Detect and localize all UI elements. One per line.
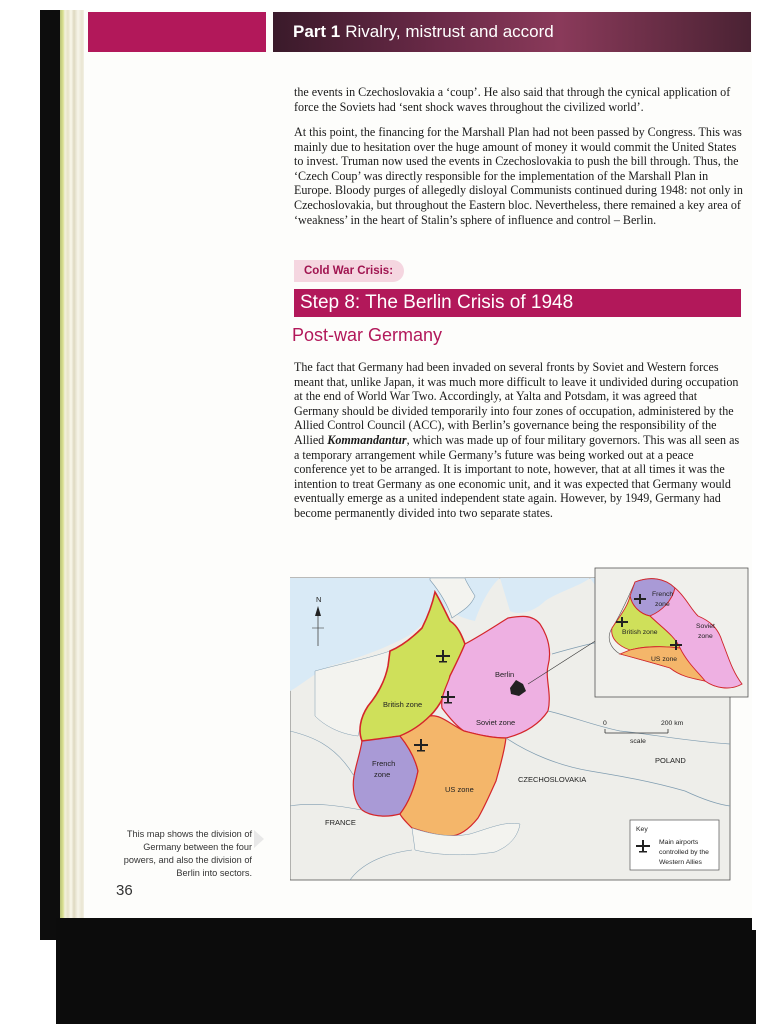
soviet-zone-label: Soviet zone	[476, 718, 516, 727]
scan-right-margin	[752, 0, 768, 930]
part-banner	[273, 12, 751, 52]
berlin-label: Berlin	[495, 670, 515, 679]
berlin-inset-map	[595, 568, 748, 697]
body-paragraph	[294, 360, 744, 521]
page-number: 36	[116, 882, 133, 899]
french-zone-label-1: French	[372, 759, 396, 768]
key-line-1: Main airports	[659, 839, 699, 846]
inset-soviet-label-1: Soviet	[696, 623, 715, 630]
kommandantur-term: Kommandantur	[327, 432, 407, 447]
paragraph-1: the events in Czechoslovakia a ‘coup’. He also said that through the cynical application of force the Soviets had ‘sent shock waves throughout the civilized world’.	[294, 85, 731, 114]
poland-label: POLAND	[655, 756, 686, 765]
step-title: Step 8: The Berlin Crisis of 1948	[294, 289, 741, 317]
scale-zero: 0	[603, 720, 607, 727]
north-label: N	[316, 595, 322, 604]
part-title: Rivalry, mistrust and accord	[345, 22, 554, 41]
page-edges	[60, 10, 86, 920]
czechoslovakia-label: CZECHOSLOVAKIA	[518, 775, 587, 784]
inset-french-label-2: zone	[655, 601, 670, 608]
inset-soviet-label-2: zone	[698, 633, 713, 640]
key-line-3: Western Allies	[659, 859, 702, 866]
france-label: FRANCE	[325, 818, 356, 827]
caption-pointer	[254, 830, 264, 848]
germany-zones-map	[290, 566, 749, 882]
section-subheading: Post-war Germany	[292, 325, 443, 345]
part-label: Part 1	[293, 22, 341, 41]
body-text-1: The fact that Germany had been invaded on several fronts by Soviet and Western forces meant that, unlike Japan, it was much more difficult to leave it undivided during occupation at the end of World War Two. Accordingly, at Yalta and Potsdam, it was agreed that Germany should be divided temporarily into four zones of occupation, administered by the Allied Control Council (ACC), with Berlin’s governance being the responsibility of the Allied	[294, 360, 739, 447]
scale-max: 200 km	[661, 720, 684, 727]
key-title: Key	[636, 826, 648, 833]
map-key	[630, 820, 719, 870]
french-zone-label-2: zone	[374, 770, 391, 779]
map-caption: This map shows the division of Germany between the four powers, and also the division of Berlin into sectors.	[123, 829, 252, 878]
body-text-2: , which was made up of four military governors. This was all seen as a temporary arrangement while Germany’s future was being worked out at a peace conference yet to be arranged. It is important to note, however, that at all times it was the intention to treat Germany as one economic unit, and it was expected that Germany would eventually emerge as a united independent state again. However, by 1949, Germany had become permanently divided into two separate states.	[294, 432, 740, 520]
paragraph-2: At this point, the financing for the Marshall Plan had not been passed by Congress. This was mainly due to hesitation over the huge amount of money it would commit the United States to invest. Truman now used the events in Czechoslovakia to push the bill through. Thus, the ‘Czech Coup’ was directly responsible for the implementation of the Marshall Plan in Europe. Bloody purges of allegedly disloyal Communists continued during 1948: not only in Czechoslovakia, but throughout the Eastern bloc. Nevertheless, there remained a key area of ‘weakness’ in the heart of Stalin’s sphere of influence and control – Berlin.	[294, 125, 743, 227]
inset-british-label: British zone	[622, 629, 658, 636]
us-zone-label: US zone	[445, 785, 474, 794]
inset-us-label: US zone	[651, 656, 678, 663]
inset-french-label-1: French	[652, 591, 674, 598]
scan-bottom-shadow	[56, 918, 756, 1024]
british-zone-label: British zone	[383, 700, 423, 709]
scale-label: scale	[630, 738, 646, 745]
cold-war-crisis-tag: Cold War Crisis:	[294, 260, 404, 282]
scan-binding-shadow	[40, 10, 62, 940]
key-line-2: controlled by the	[659, 849, 709, 856]
scan-margin	[0, 0, 40, 1024]
header-accent-block	[88, 12, 266, 52]
